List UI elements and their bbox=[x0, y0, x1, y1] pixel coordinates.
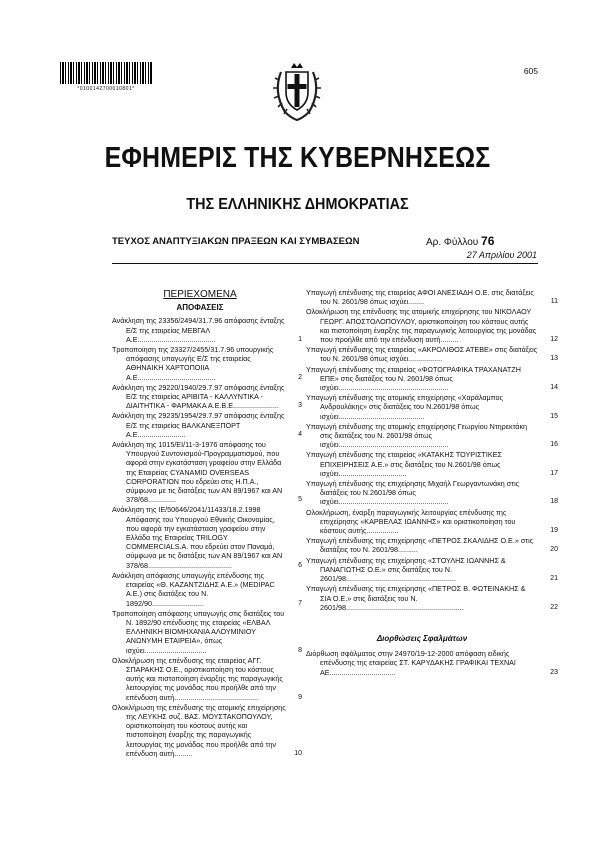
entry-page-number: 19 bbox=[550, 527, 558, 535]
contents-entry bbox=[306, 479, 558, 507]
contents-entry bbox=[306, 584, 558, 612]
entry-text: Διόρθωση σφάλματος στην 24970/19-12-2000 απόφαση ειδικής επένδυσης της εταιρείας ΣΤ. ΚΑΡΥΔΑΚΗΣ ΓΡΑΦΙΚΑΙ ΤΕΧΝΑΙ ΑΕ................................. bbox=[306, 649, 516, 677]
contents-entry bbox=[306, 288, 558, 307]
entry-text: Ολοκλήρωση της επένδυσης της ατομικής επιχείρησης της ΛΕΥΚΗΣ συζ. ΒΑΣ. ΜΟΥΣΤΑΚΟΠΟΥΛΟΥ, οριστικοποίηση του κόστους αυτής και πιστοποίηση έναρξης της παραγωγικής λειτουργίας της μονάδας που προήλθε από την επένδυση αυτή......... bbox=[112, 702, 286, 758]
entry-text: Υπαγωγή επένδυσης της ατομικής επιχείρησης «Χαράλαμπος Ανδρουλάκης» στις διατάξεις του Ν.2601/98 όπως ισχύει........................................... bbox=[306, 393, 503, 421]
header-divider bbox=[112, 263, 538, 264]
entry-text: Υπαγωγή επένδυσης της επιχείρησης «ΠΕΤΡΟΣ Β. ΦΩΤΕΙΝΑΚΗΣ & ΣΙΑ Ο.Ε.» στις διατάξεις του Ν. 2601/98........................................................... bbox=[306, 584, 526, 612]
decisions-subheading: ΑΠΟΦΑΣΕΙΣ bbox=[176, 303, 224, 313]
contents-entry bbox=[306, 450, 558, 478]
issue-number bbox=[426, 234, 494, 248]
contents-entry bbox=[306, 364, 558, 393]
contents-entry bbox=[112, 655, 302, 702]
contents-left-column bbox=[112, 289, 302, 759]
left-entries-list bbox=[112, 316, 302, 758]
contents-entry bbox=[306, 536, 558, 555]
contents-entry bbox=[306, 649, 558, 677]
issue-date: 27 Απριλίου 2001 bbox=[466, 250, 537, 260]
entry-page-number: 15 bbox=[550, 412, 558, 420]
contents-entry bbox=[306, 555, 558, 584]
entry-page-number: 4 bbox=[298, 430, 302, 438]
contents-right-column bbox=[306, 288, 558, 678]
entry-page-number: 14 bbox=[550, 384, 558, 392]
entry-page-number: 23 bbox=[550, 668, 558, 676]
entry-page-number: 3 bbox=[298, 402, 302, 410]
coat-of-arms-icon bbox=[271, 58, 323, 122]
contents-entry bbox=[112, 570, 302, 608]
entry-page-number: 5 bbox=[298, 496, 302, 504]
contents-entry bbox=[112, 608, 302, 655]
entry-page-number: 6 bbox=[298, 561, 302, 569]
entry-text: Ολοκλήρωση, έναρξη παραγωγικής λειτουργίας επένδυσης της επιχείρησης «ΚΑΡΒΕΛΑΣ ΙΩΑΝΝΗΣ» και οριστικοποίηση του κόστους αυτής................ bbox=[306, 507, 516, 536]
entry-text: Υπαγωγή επένδυσης της επιχείρησης Μιχαήλ Γεωργαντωνάκη στις διατάξεις του Ν.2601/98 όπως ισχύει....................................................... bbox=[306, 479, 520, 507]
contents-entry bbox=[306, 507, 558, 536]
contents-entry bbox=[112, 345, 302, 382]
entry-page-number: 16 bbox=[550, 441, 558, 449]
contents-entry bbox=[112, 382, 302, 411]
contents-entry bbox=[306, 345, 558, 364]
errata-heading: Διορθώσεις Σφαλμάτων bbox=[376, 633, 468, 643]
entry-page-number: 10 bbox=[294, 749, 302, 757]
entry-page-number: 8 bbox=[298, 646, 302, 654]
entry-page-number: 7 bbox=[298, 599, 302, 607]
entry-text: Ανάκληση της ΙΕ/50646/2041/11433/18.2.1998 Απόφασης του Υπουργού Εθνικής Οικονομίας, που αφορά την εγκατάσταση γραφείου στην Ελλάδα της Εταιρείας TRILOGY COMMERCIALS.A. που εδρεύει στον Παναμά, σύμφωνα με τις διατάξεις των ΑΝ 89/1967 και ΑΝ 378/68.......................................... bbox=[112, 505, 283, 570]
entry-page-number: 17 bbox=[550, 469, 558, 477]
entry-text: Ανάκληση της 29235/1954/29.7.97 απόφασης ένταξης Ε/Σ της εταιρείας ΒΑΛΚΑΝΕΞΠΟΡΤ Α.Ε........................ bbox=[112, 411, 285, 439]
entry-text: Υπαγωγή επένδυσης της ατομικής επιχείρησης Γεωργίου Ντηρεκτάκη στις διατάξεις του Ν. 2601/98 όπως ισχύει....................................................... bbox=[306, 421, 528, 450]
entry-text: Ανάκληση της 29220/1940/29.7.97 απόφασης ένταξης Ε/Σ της εταιρείας ΑΡΙΒΙΤΑ - ΚΑΛΛΥΝΤΙΚΑ - ΔΙΑΙΤΗΤΙΚΑ - ΦΑΡΜΑΚΑ Α.Ε.Β.Ε....................... bbox=[112, 382, 285, 411]
entry-text: Ανάκληση απόφασης υπαγωγής επένδυσης της εταιρείας «Θ. ΚΑΖΑΝΤΖΙΔΗΣ Α.Ε.» (MEDIPAC A.E.) στις διατάξεις του Ν. 1892/90.......................... bbox=[112, 570, 275, 608]
right-entries-list bbox=[306, 288, 558, 612]
contents-entry bbox=[112, 440, 302, 505]
entry-text: Υπαγωγή επένδυσης της εταιρείας «ΦΩΤΟΓΡΑΦΙΚΑ ΤΡΑΧΑΝΑΤΖΗ ΕΠΕ» στις διατάξεις του Ν. 2601/98 όπως ισχύει....................................................... bbox=[306, 364, 521, 393]
entry-page-number: 2 bbox=[298, 373, 302, 381]
issue-label: Αρ. Φύλλου bbox=[426, 237, 479, 248]
entry-page-number: 12 bbox=[550, 336, 558, 344]
entry-page-number: 1 bbox=[298, 335, 302, 343]
entry-text: Υπαγωγή επένδυσης της εταιρείας «ΑΚΡΟΛΙΘΟΣ ΑΤΕΒΕ» στις διατάξεις του Ν. 2601/98 όπως ισχύει................. bbox=[306, 345, 538, 364]
issue-value: 76 bbox=[481, 234, 495, 248]
entry-text: Υπαγωγή επένδυσης της εταιρείας ΑΦΟΙ ΑΝΕΣΙΑΔΗ Ο.Ε. στις διατάξεις του Ν. 2601/98 όπως ισχύει........ bbox=[306, 288, 534, 307]
contents-entry bbox=[306, 393, 558, 421]
entry-text: Υπαγωγή επένδυσης της εταιρείας «ΚΑΤΑΚΗΣ ΤΟΥΡΙΣΤΙΚΕΣ ΕΠΙΧΕΙΡΗΣΕΙΣ Α.Ε.» στις διατάξεις του Ν.2601/98 όπως ισχύει.................................. bbox=[306, 450, 502, 478]
contents-entry bbox=[306, 421, 558, 450]
gazette-subtitle: ΤΗΣ ΕΛΛΗΝΙΚΗΣ ΔΗΜΟΚΡΑΤΙΑΣ bbox=[186, 196, 409, 213]
entry-page-number: 21 bbox=[550, 575, 558, 583]
contents-entry bbox=[306, 307, 558, 345]
entry-text: Ολοκλήρωση της επένδυσης της εταιρείας ΑΓΓ. ΣΠΑΡΑΚΗΣ Ο.Ε., οριστικοποίηση του κόστους αυτής και πιστοποίηση έναρξης της παραγωγικής λειτουργίας της μονάδας που προήλθε από την επένδυση αυτή.......................................... bbox=[112, 655, 283, 702]
entry-text: Ολοκλήρωση της επένδυσης της ατομικής επιχείρησης του ΝΙΚΟΛΑΟΥ ΓΕΩΡΓ. ΑΠΟΣΤΟΛΟΠΟΥΛΟΥ, οριστικοποίηση του κόστους αυτής και πιστοποίηση έναρξης της παραγωγικής λειτουργίας της μονάδας που προήλθε από την επένδυση αυτή......... bbox=[306, 307, 537, 345]
entry-text: Ανάκληση της 1015/ΕΙ/11-3-1976 απόφασης του Υπουργού Συντονισμού-Προγραμματισμού, που αφορά στην εγκατάσταση γραφείου στην Ελλάδα της Εταιρείας CYANAMID OVERSEAS CORPORATION που εδρεύει στις Η.Π.Α., σύμφωνα με τις διατάξεις των ΑΝ 89/1967 και ΑΝ 378/68.............. bbox=[112, 440, 283, 505]
entry-page-number: 13 bbox=[550, 355, 558, 363]
entry-text: Τροποποίηση της 23327/2455/31.7.96 υπουργικής απόφασης υπαγωγής Ε/Σ της εταιρείας ΑΘΗΝΑΙΚΗ ΧΑΡΤΟΠΟΙΙΑ Α.Ε....................................... bbox=[112, 345, 274, 382]
entry-text: Ανάκληση της 23356/2494/31.7.96 απόφασης ένταξης Ε/Σ της εταιρείας ΜΕΒΓΑΛ Α.Ε....................................... bbox=[112, 316, 285, 344]
page-number: 605 bbox=[523, 66, 538, 76]
errata-entries-list bbox=[306, 649, 558, 677]
entry-text: Τροποποίηση απόφασης υπαγωγής στις διατάξεις του Ν. 1892/90 επένδυσης της εταιρείας «ΕΛΒΑΛ ΕΛΛΗΝΙΚΗ ΒΙΟΜΗΧΑΝΙΑ ΑΛΟΥΜΙΝΙΟΥ ΑΝΩΝΥΜΗ ΕΤΑΙΡΕΙΑ», όπως ισχύει............................... bbox=[112, 608, 285, 655]
contents-entry bbox=[112, 411, 302, 439]
contents-heading: ΠΕΡΙΕΧΟΜΕΝΑ bbox=[163, 289, 237, 300]
entry-page-number: 20 bbox=[550, 546, 558, 554]
entry-text: Υπαγωγή επένδυσης της επιχείρησης «ΣΤΟΥΛΗΣ ΙΩΑΝΝΗΣ & ΠΑΝΑΓΙΩΤΗΣ Ο.Ε.» στις διατάξεις του Ν. 2601/98....................................................... bbox=[306, 555, 506, 584]
contents-entry bbox=[112, 505, 302, 570]
entry-page-number: 11 bbox=[550, 298, 558, 306]
entry-text: Υπαγωγή επένδυσης της επιχείρησης «ΠΕΤΡΟΣ ΣΚΑΛΙΔΗΣ Ο.Ε.» στις διατάξεις του Ν. 2601/98.......... bbox=[306, 536, 534, 555]
barcode bbox=[60, 62, 152, 84]
contents-entry bbox=[112, 702, 302, 758]
entry-page-number: 9 bbox=[298, 693, 302, 701]
contents-entry bbox=[112, 316, 302, 344]
gazette-series: ΤΕΥΧΟΣ ΑΝΑΠΤΥΞΙΑΚΩΝ ΠΡΑΞΕΩΝ ΚΑΙ ΣΥΜΒΑΣΕΩΝ bbox=[112, 236, 360, 247]
entry-page-number: 18 bbox=[550, 498, 558, 506]
entry-page-number: 22 bbox=[550, 603, 558, 611]
barcode-number: *0100142700010801* bbox=[77, 86, 135, 92]
gazette-title: ΕΦΗΜΕΡΙΣ ΤΗΣ ΚΥΒΕΡΝΗΣΕΩΣ bbox=[104, 142, 491, 174]
